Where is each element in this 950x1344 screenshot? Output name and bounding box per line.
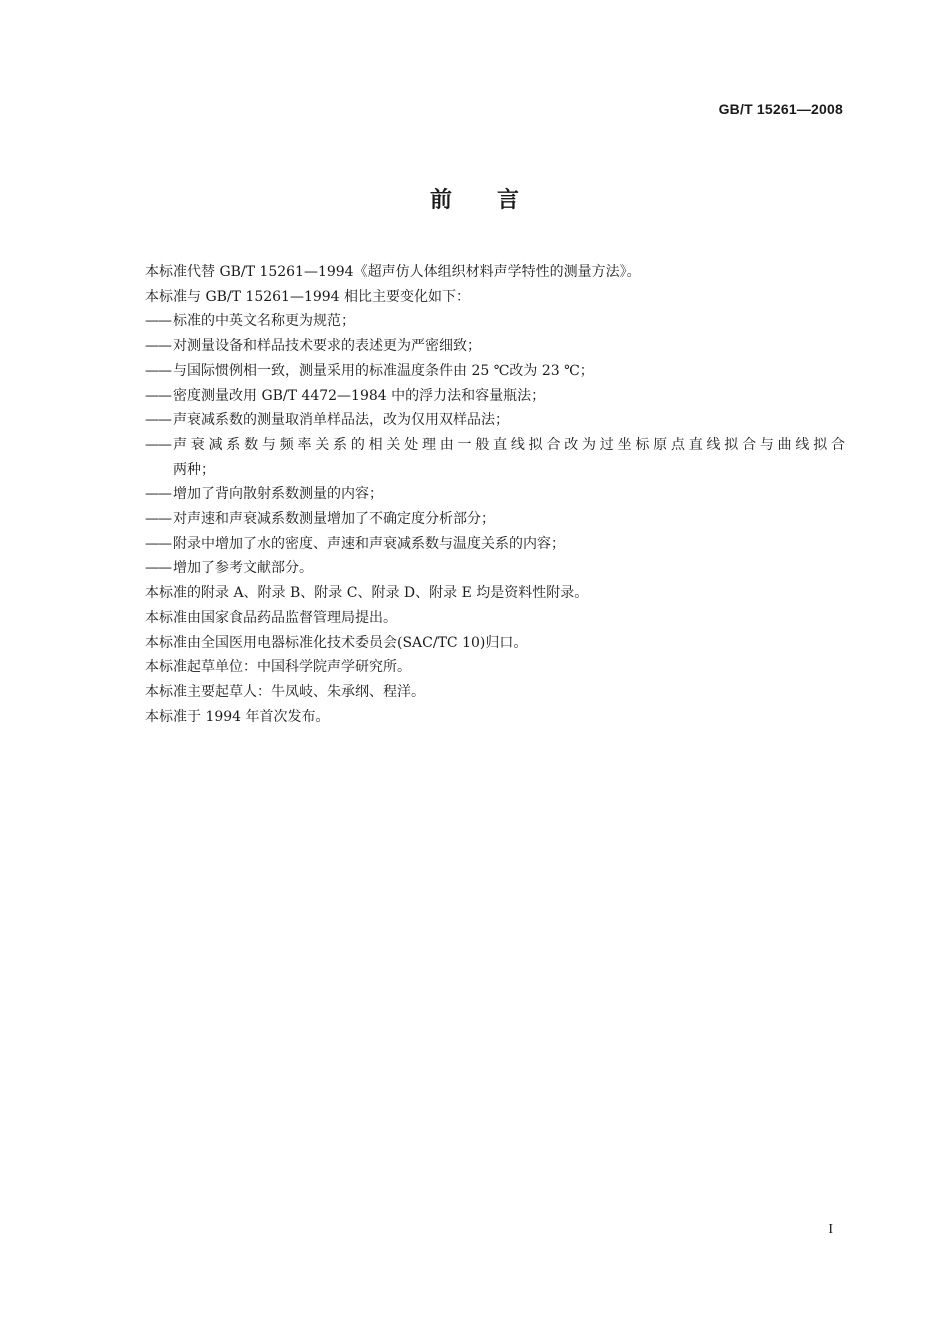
list-dash: —— — [145, 412, 171, 429]
change-text-continuation: 两种； — [173, 461, 215, 478]
closing-paragraph: 本标准由全国医用电器标准化技术委员会(SAC/TC 10)归口。 — [145, 634, 528, 651]
change-list-item — [145, 532, 845, 557]
change-text: 声衰减系数的测量取消单样品法，改为仅用双样品法； — [173, 412, 509, 429]
page-title — [0, 183, 950, 214]
change-list-item — [145, 334, 845, 359]
change-list-item — [145, 433, 845, 458]
list-dash: —— — [145, 338, 171, 355]
change-list-item — [145, 408, 845, 433]
change-list-item — [145, 507, 845, 532]
closing-paragraph: 本标准的附录 A、附录 B、附录 C、附录 D、附录 E 均是资料性附录。 — [145, 585, 589, 602]
title-char-2: 言 — [497, 188, 521, 213]
list-dash: —— — [145, 486, 171, 503]
header-standard-code: GB/T 15261—2008 — [718, 101, 843, 117]
list-dash: —— — [145, 436, 171, 453]
change-list-item — [145, 359, 845, 384]
change-text: 对测量设备和样品技术要求的表述更为严密细致； — [173, 338, 481, 355]
change-text: 与国际惯例相一致，测量采用的标准温度条件由 25 ℃改为 23 ℃； — [173, 362, 594, 379]
list-dash: —— — [145, 560, 171, 577]
title-char-1: 前 — [429, 188, 453, 213]
change-text: 声衰减系数与频率关系的相关处理由一般直线拟合改为过坐标原点直线拟合与曲线拟合 — [173, 436, 845, 453]
change-list-item — [145, 384, 845, 409]
change-list-item — [145, 556, 845, 581]
list-dash: —— — [145, 511, 171, 528]
page-number: I — [828, 1222, 833, 1237]
foreword-body — [145, 260, 845, 729]
change-list-item — [145, 482, 845, 507]
closing-paragraph: 本标准于 1994 年首次发布。 — [145, 708, 330, 725]
closing-paragraph: 本标准主要起草人：牛凤岐、朱承纲、程洋。 — [145, 683, 425, 700]
closing-paragraph: 本标准由国家食品药品监督管理局提出。 — [145, 609, 397, 626]
intro-paragraph: 本标准与 GB/T 15261—1994 相比主要变化如下： — [145, 288, 471, 305]
list-dash: —— — [145, 313, 171, 330]
change-text: 标准的中英文名称更为规范； — [173, 313, 355, 330]
change-text: 密度测量改用 GB/T 4472—1984 中的浮力法和容量瓶法； — [173, 387, 546, 404]
list-dash: —— — [145, 535, 171, 552]
closing-paragraph: 本标准起草单位：中国科学院声学研究所。 — [145, 659, 411, 676]
change-text: 附录中增加了水的密度、声速和声衰减系数与温度关系的内容； — [173, 535, 565, 552]
change-text: 对声速和声衰减系数测量增加了不确定度分析部分； — [173, 511, 495, 528]
change-text: 增加了参考文献部分。 — [173, 560, 313, 577]
list-dash: —— — [145, 387, 171, 404]
list-dash: —— — [145, 362, 171, 379]
change-text: 增加了背向散射系数测量的内容； — [173, 486, 383, 503]
change-list-item — [145, 309, 845, 334]
intro-paragraph: 本标准代替 GB/T 15261—1994《超声仿人体组织材料声学特性的测量方法》。 — [145, 264, 641, 280]
